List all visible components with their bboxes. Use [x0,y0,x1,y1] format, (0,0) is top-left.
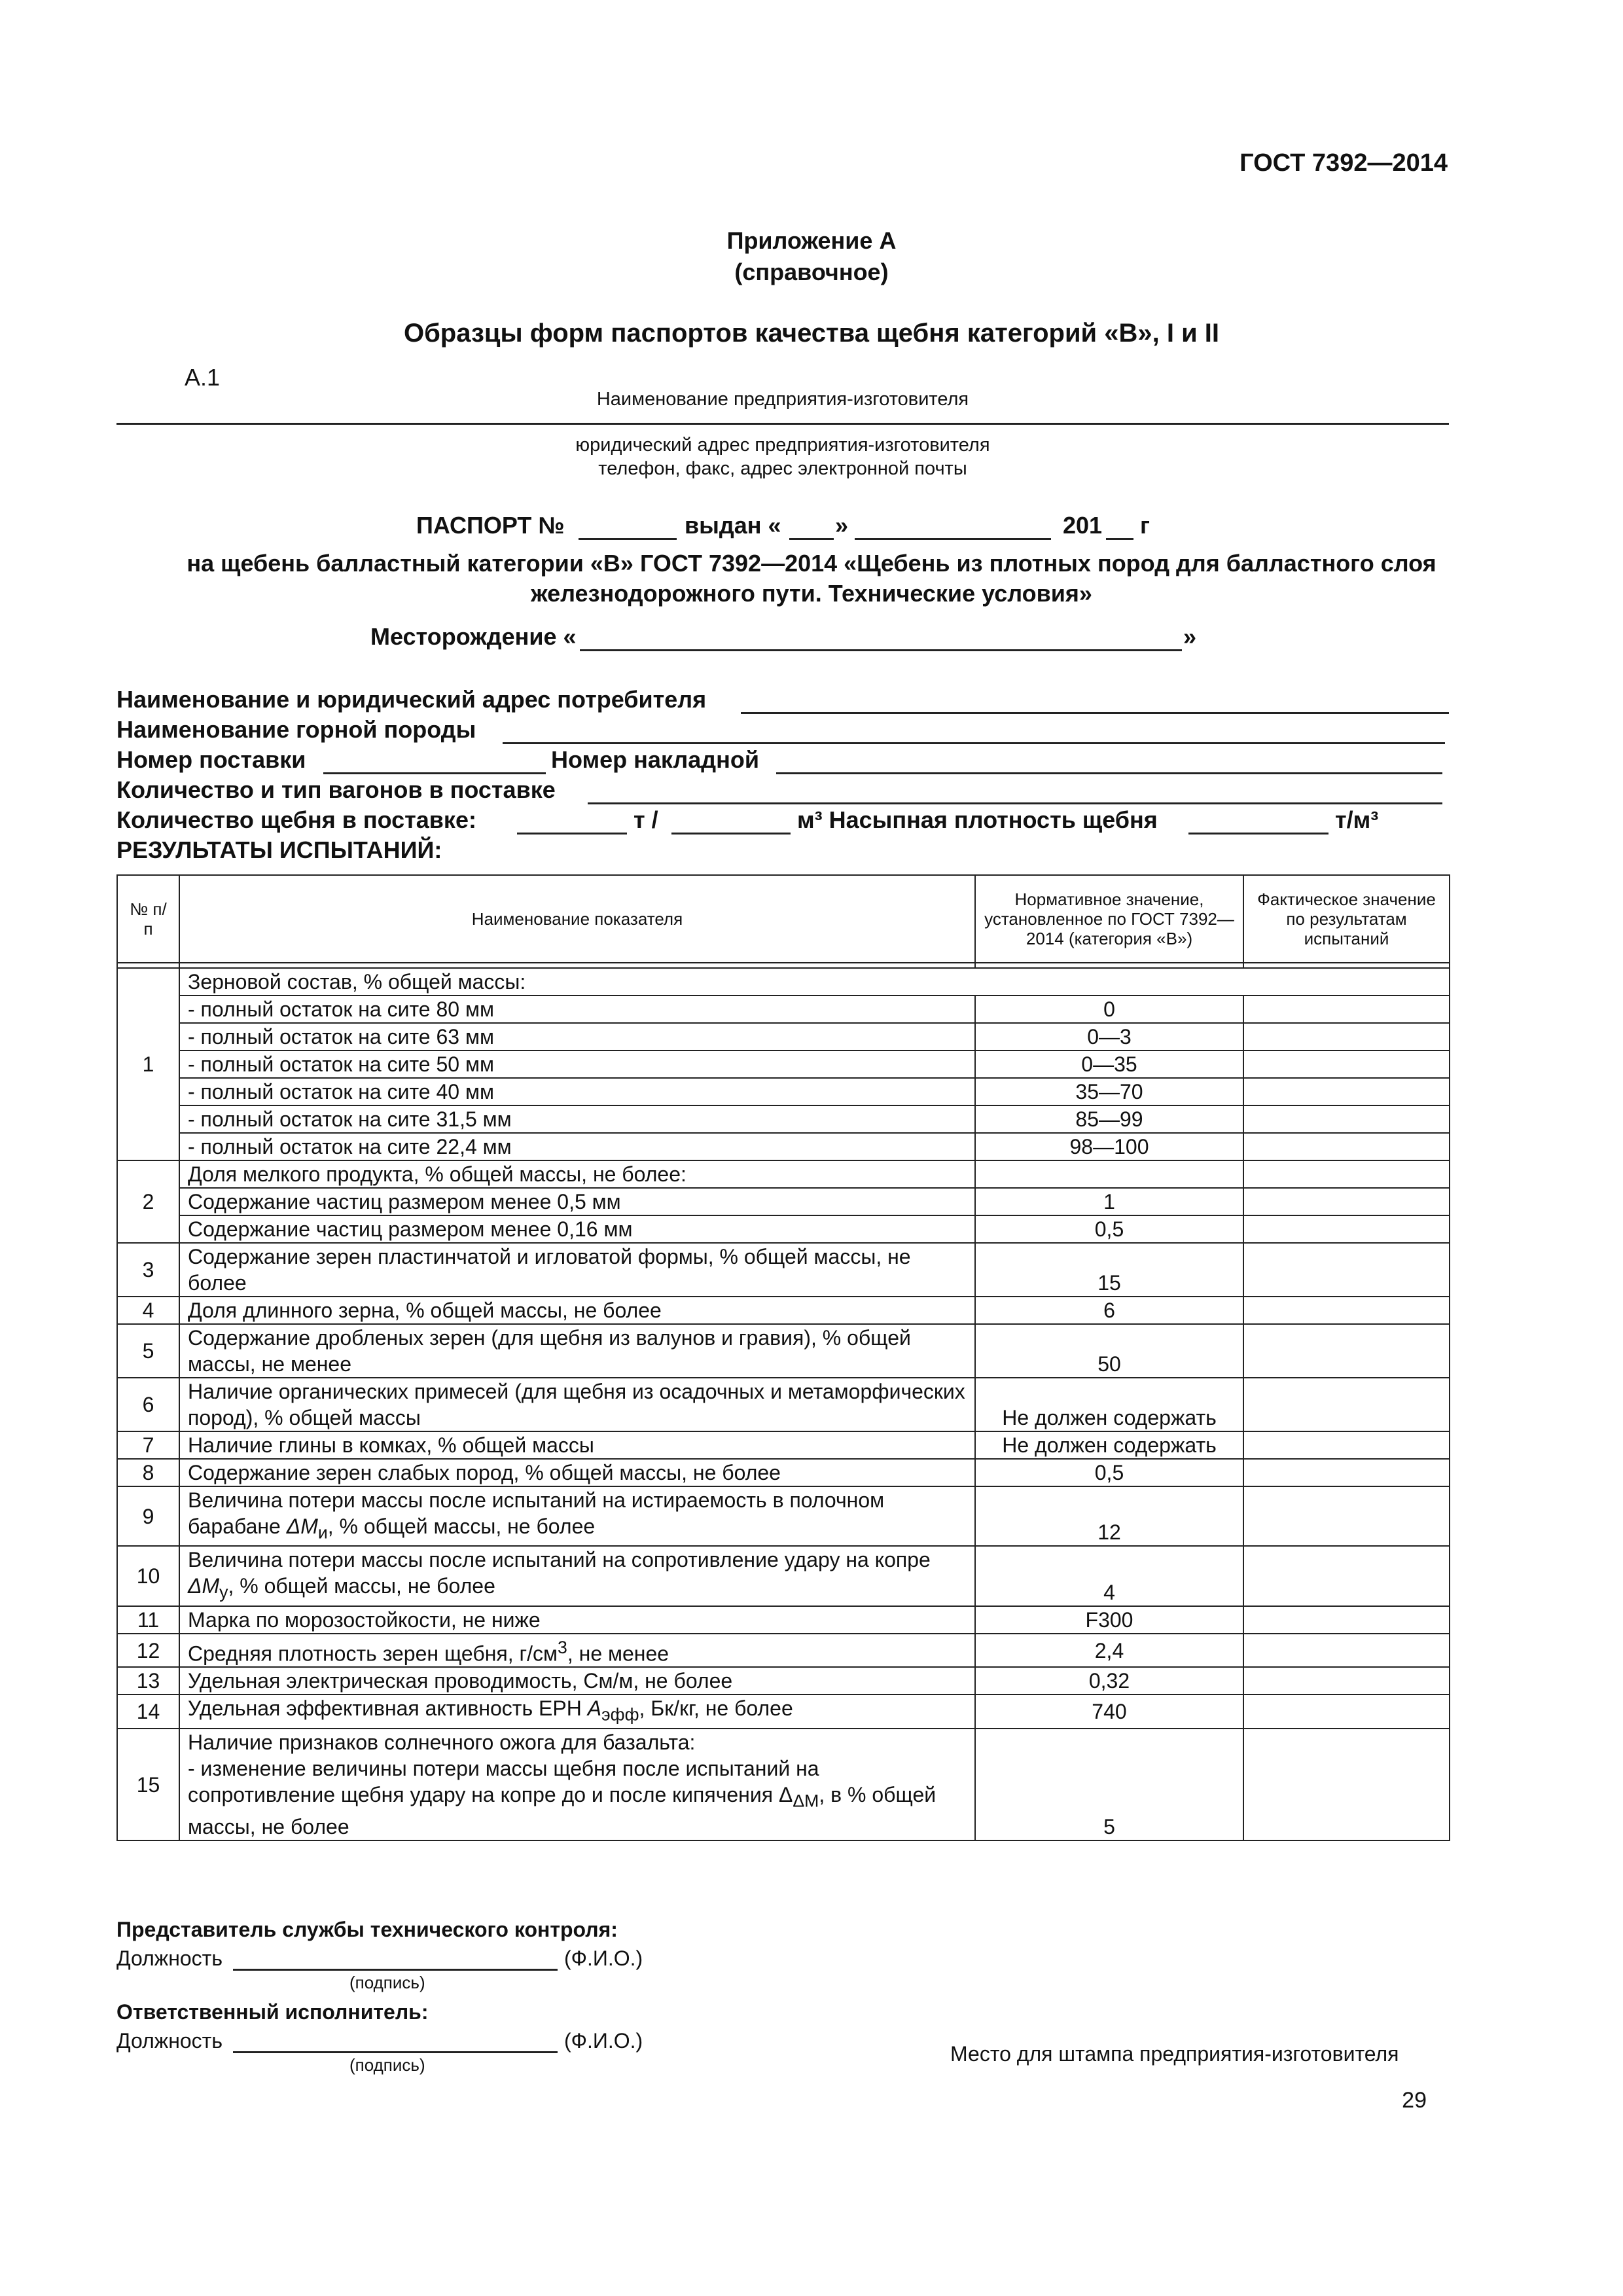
deposit-quote-close: » [1183,623,1197,650]
symbol-subscript: и [317,1522,328,1543]
passport-description [0,548,1623,609]
row-indicator [179,1546,975,1605]
fio-label-2: (Ф.И.О.) [564,2029,643,2053]
delta-symbol: Δ [778,1782,793,1806]
row-indicator: - полный остаток на сите 22,4 мм [179,1133,975,1160]
row-norm: 0—3 [975,1023,1243,1050]
row-indicator-text: Наличие признаков солнечного ожога для базальта: [188,1730,696,1754]
row-indicator: Содержание дробленых зерен (для щебня из валунов и гравия), % общей массы, не менее [179,1324,975,1378]
table-row [117,1078,1450,1105]
row-indicator: - полный остаток на сите 40 мм [179,1078,975,1105]
symbol-subscript: у [219,1582,228,1602]
row-norm: 50 [975,1324,1243,1378]
row-actual-cell[interactable] [1243,996,1450,1023]
deposit-field[interactable] [580,649,1182,651]
manufacturer-line [116,423,1449,425]
row-indicator [179,1486,975,1546]
table-row [117,1050,1450,1078]
row-indicator-text: Величина потери массы после испытаний на истираемость в полочном барабане [188,1488,885,1538]
row-number: 14 [117,1695,179,1728]
row-actual-cell[interactable] [1243,1215,1450,1243]
row-indicator: Удельная электрическая проводимость, См/м, не более [179,1667,975,1695]
row-norm: 0 [975,996,1243,1023]
table-row [117,1546,1450,1605]
position-label-2: Должность [116,2029,223,2053]
row-norm-empty [975,1160,1243,1188]
row-indicator: - полный остаток на сите 63 мм [179,1023,975,1050]
table-row [117,1459,1450,1486]
row-number: 7 [117,1431,179,1459]
quantity-volume-field[interactable] [671,833,791,834]
page-number: 29 [1402,2088,1427,2113]
table-row [117,1667,1450,1695]
table-row [117,1188,1450,1215]
appendix-title [0,225,1623,288]
section-number: А.1 [185,364,221,391]
row-number: 5 [117,1324,179,1378]
row-indicator: Наличие органических примесей (для щебня из осадочных и метаморфических пород), % общей массы [179,1378,975,1431]
row-actual-cell[interactable] [1243,1324,1450,1378]
row-actual-cell[interactable] [1243,1729,1450,1840]
row-number: 8 [117,1459,179,1486]
row-indicator-text: Удельная эффективная активность ЕРН [188,1696,588,1721]
quantity-tonnes-unit: т / [633,806,658,833]
quantity-tonnes-field[interactable] [517,833,627,834]
row-indicator: - полный остаток на сите 31,5 мм [179,1105,975,1133]
fio-label-1: (Ф.И.О.) [564,1946,643,1970]
passport-day-field[interactable] [789,538,834,540]
table-row [117,996,1450,1023]
table-row [117,1133,1450,1160]
row-norm: 98—100 [975,1133,1243,1160]
invoice-number-label: Номер накладной [551,746,759,773]
row-number: 9 [117,1486,179,1546]
table-row [117,1243,1450,1297]
row-norm: 1 [975,1188,1243,1215]
manufacturer-address [116,433,1449,480]
row-norm: 5 [975,1729,1243,1840]
row-actual-cell[interactable] [1243,1050,1450,1078]
position-field-2[interactable] [233,2051,558,2053]
row-actual-cell[interactable] [1243,1188,1450,1215]
row-indicator: Доля длинного зерна, % общей массы, не более [179,1297,975,1324]
bulk-density-unit: т/м³ [1335,806,1379,833]
row-indicator [179,1634,975,1668]
delivery-number-field[interactable] [323,772,546,774]
row-norm: 12 [975,1486,1243,1546]
table-row [117,1431,1450,1459]
table-row [117,1215,1450,1243]
manufacturer-name-label: Наименование предприятия-изготовителя [596,389,969,410]
row-indicator-text: Средняя плотность зерен щебня, г/см [188,1641,558,1666]
delta-m-symbol: ΔM [286,1515,318,1538]
row-norm: 4 [975,1546,1243,1605]
row-indicator: Наличие глины в комках, % общей массы [179,1431,975,1459]
header-number: № п/п [117,875,179,963]
row-norm: 0,5 [975,1215,1243,1243]
row-actual-cell[interactable] [1243,1243,1450,1297]
superscript: 3 [558,1637,567,1657]
row-actual-cell[interactable] [1243,1023,1450,1050]
row-indicator: - полный остаток на сите 50 мм [179,1050,975,1078]
row-actual-cell[interactable] [1243,1695,1450,1728]
table-header-row [117,875,1450,963]
row-actual-cell[interactable] [1243,1486,1450,1546]
wagons-label: Количество и тип вагонов в поставке [116,776,556,803]
document-code: ГОСТ 7392—2014 [1240,149,1448,177]
row-actual-cell[interactable] [1243,1378,1450,1431]
row-norm: 2,4 [975,1634,1243,1668]
row-number: 15 [117,1729,179,1840]
row-actual-cell[interactable] [1243,1546,1450,1605]
row-actual-cell[interactable] [1243,1667,1450,1695]
delta-m-symbol: ΔM [188,1574,220,1598]
table-row [117,1297,1450,1324]
row-indicator-text: , Бк/кг, не более [639,1696,793,1721]
row-indicator: Содержание зерен пластинчатой и игловатой формы, % общей массы, не более [179,1243,975,1297]
row-number: 6 [117,1378,179,1431]
passport-number-label: ПАСПОРТ № [416,512,565,539]
stamp-place-label: Место для штампа предприятия-изготовителя [950,2042,1399,2066]
passport-quote-close: » [835,512,849,539]
row-indicator: Марка по морозостойкости, не ниже [179,1606,975,1634]
rock-field[interactable] [503,742,1445,744]
row-norm: Не должен содержать [975,1378,1243,1431]
row-indicator-text: , в % общей массы, не более [188,1782,936,1839]
header-norm: Нормативное значение, установленное по ГОСТ 7392—2014 (категория «В») [975,875,1243,963]
row-norm: F300 [975,1606,1243,1634]
row-indicator [179,1729,975,1840]
row-norm: 35—70 [975,1078,1243,1105]
row-number: 3 [117,1243,179,1297]
row-indicator: Доля мелкого продукта, % общей массы, не более: [179,1160,975,1188]
row-indicator-text: , не менее [567,1641,669,1666]
responsible-label: Ответственный исполнитель: [116,2000,429,2024]
invoice-number-field[interactable] [776,772,1442,774]
header-indicator: Наименование показателя [179,875,975,963]
row-norm: 740 [975,1695,1243,1728]
table-row [117,1695,1450,1728]
row-actual-cell[interactable] [1243,1105,1450,1133]
bulk-density-field[interactable] [1188,833,1329,834]
row-indicator: - полный остаток на сите 80 мм [179,996,975,1023]
delivery-number-label: Номер поставки [116,746,306,773]
header-actual: Фактическое значение по результатам испытаний [1243,875,1450,963]
table-row [117,1634,1450,1668]
row-indicator: Содержание зерен слабых пород, % общей массы, не более [179,1459,975,1486]
appendix-heading: Образцы форм паспортов качества щебня категорий «В», I и II [403,319,1219,348]
row-norm: 0—35 [975,1050,1243,1078]
consumer-field[interactable] [741,712,1449,714]
row-actual-cell[interactable] [1243,1459,1450,1486]
row-actual-cell[interactable] [1243,1160,1450,1188]
row-norm: 85—99 [975,1105,1243,1133]
rock-label: Наименование горной породы [116,716,476,743]
row-number: 1 [117,968,179,1160]
row-number: 11 [117,1606,179,1634]
row-norm: 0,32 [975,1667,1243,1695]
table-row [117,1023,1450,1050]
passport-year-label: 201 [1063,512,1103,539]
row-indicator: Содержание частиц размером менее 0,16 мм [179,1215,975,1243]
table-row [117,1324,1450,1378]
table-row [117,1486,1450,1546]
row-number: 4 [117,1297,179,1324]
table-row [117,1378,1450,1431]
passport-description-line2: железнодорожного пути. Технические условия» [531,580,1092,607]
table-row [117,1160,1450,1188]
row-actual-cell[interactable] [1243,1133,1450,1160]
row-actual-cell[interactable] [1243,1431,1450,1459]
passport-year-suffix: г [1140,512,1150,539]
consumer-label: Наименование и юридический адрес потребителя [116,686,707,713]
signature-caption-2: (подпись) [349,2055,425,2075]
row-actual-cell[interactable] [1243,1297,1450,1324]
results-heading: РЕЗУЛЬТАТЫ ИСПЫТАНИЙ: [116,836,442,863]
signature-caption-1: (подпись) [349,1973,425,1992]
deposit-label: Месторождение « [370,623,577,650]
wagons-field[interactable] [588,802,1442,804]
row-indicator: Содержание частиц размером менее 0,5 мм [179,1188,975,1215]
row-indicator-text: Величина потери массы после испытаний на сопротивление удару на копре [188,1548,931,1572]
passport-number-field[interactable] [579,538,677,540]
row-indicator-text: - изменение величины потери массы щебня после испытаний на сопротивление щебня удару на копре до и после кипячения [188,1756,819,1806]
row-norm: 6 [975,1297,1243,1324]
appendix-title-text: Приложение А [726,227,897,254]
tech-control-label: Представитель службы технического контроля: [116,1918,618,1941]
row-norm: 0,5 [975,1459,1243,1486]
table-separator [117,963,1450,968]
row-indicator: Зерновой состав, % общей массы: [179,968,1450,996]
results-table [116,874,1450,1841]
row-number: 10 [117,1546,179,1605]
bulk-density-label: м³ Насыпная плотность щебня [797,806,1158,833]
row-norm: Не должен содержать [975,1431,1243,1459]
symbol-subscript: эфф [601,1704,639,1725]
passport-year-field[interactable] [1106,538,1133,540]
position-label-1: Должность [116,1946,223,1970]
manufacturer-contacts-label: телефон, факс, адрес электронной почты [598,458,967,479]
row-actual-cell[interactable] [1243,1078,1450,1105]
manufacturer-address-label: юридический адрес предприятия-изготовителя [575,435,990,456]
row-number: 12 [117,1634,179,1668]
passport-description-line1: на щебень балластный категории «В» ГОСТ 7392—2014 «Щебень из плотных пород для балластного слоя [187,550,1436,577]
table-row [117,1606,1450,1634]
row-number: 2 [117,1160,179,1243]
table-row [117,1105,1450,1133]
activity-symbol: A [587,1696,602,1721]
row-norm: 15 [975,1243,1243,1297]
row-indicator-text: , % общей массы, не более [228,1574,495,1598]
row-indicator [179,1695,975,1728]
table-row [117,1729,1450,1840]
row-actual-cell[interactable] [1243,1634,1450,1668]
passport-issued-label: выдан « [685,512,781,539]
row-number: 13 [117,1667,179,1695]
quantity-label: Количество щебня в поставке: [116,806,476,833]
passport-month-field[interactable] [855,538,1051,540]
appendix-subtitle: (справочное) [734,259,889,285]
row-indicator-text: , % общей массы, не более [327,1515,596,1538]
position-field-1[interactable] [233,1969,558,1971]
table-row [117,968,1450,996]
row-actual-cell[interactable] [1243,1606,1450,1634]
symbol-subscript: ΔM [793,1791,819,1811]
